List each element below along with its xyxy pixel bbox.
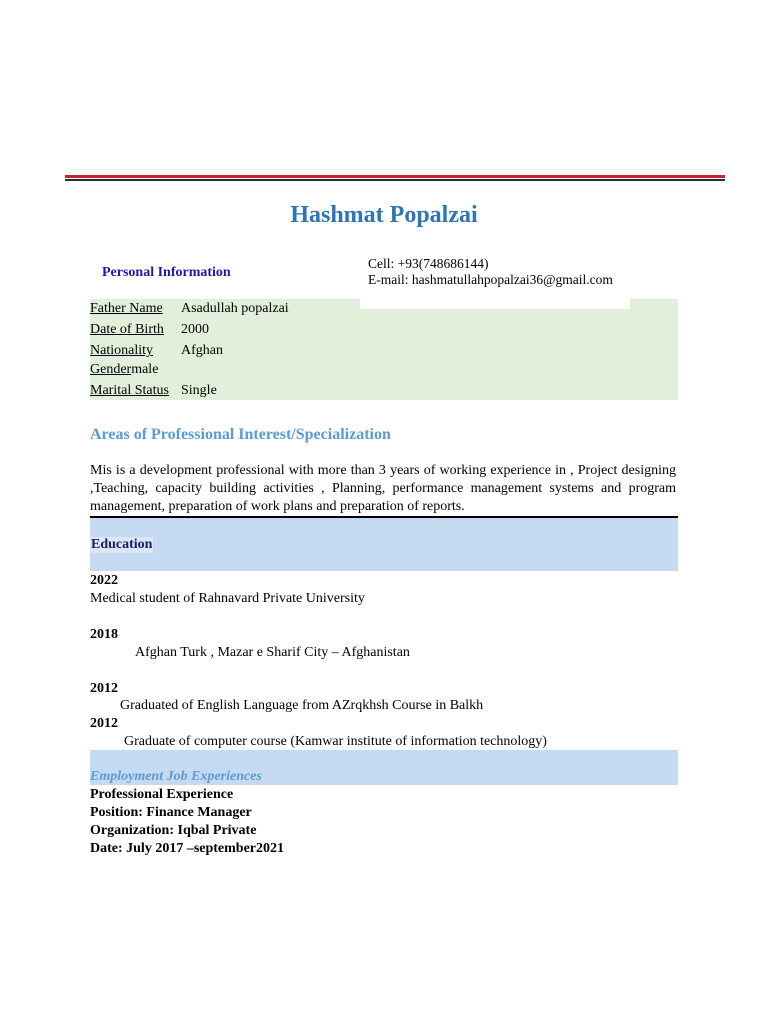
field-label: Father Name	[90, 301, 163, 316]
education-year: 2012	[90, 681, 118, 696]
field-value: Asadullah popalzai	[181, 301, 289, 316]
education-entry: Graduated of English Language from AZrqkhsh Course in Balkh	[120, 698, 484, 713]
field-value: male	[131, 362, 159, 377]
personal-row-gender	[90, 362, 158, 378]
personal-row-nationality	[90, 343, 223, 359]
education-entry: Graduate of computer course (Kamwar institute of information technology)	[124, 734, 547, 749]
header-rule-red	[65, 175, 725, 178]
employment-line: Date: July 2017 –september2021	[90, 841, 285, 856]
education-entry: Afghan Turk , Mazar e Sharif City – Afghanistan	[135, 645, 410, 660]
education-year: 2012	[90, 716, 118, 731]
areas-heading: Areas of Professional Interest/Specialization	[90, 426, 391, 443]
field-value: Single	[181, 383, 217, 398]
field-label: Gender	[90, 362, 132, 377]
email-address: E-mail: hashmatullahpopalzai36@gmail.com	[368, 272, 613, 287]
personal-row-marital	[90, 383, 217, 399]
header-rule-dark	[65, 179, 725, 181]
areas-description: Mis is a development professional with more than 3 years of working experience in , Project designing ,Teaching, capacity building activities , Planning, performance management systems and program management, preparation of work plans and preparation of reports.	[90, 463, 676, 514]
personal-info-heading: Personal Information	[102, 265, 231, 280]
personal-row-dob	[90, 322, 209, 338]
field-label: Marital Status	[90, 383, 169, 398]
contact-background	[360, 299, 630, 309]
field-label: Date of Birth	[90, 322, 164, 337]
education-year: 2018	[90, 627, 118, 642]
field-value: 2000	[181, 322, 209, 337]
employment-line: Organization: Iqbal Private	[90, 823, 257, 838]
field-label: Nationality	[90, 343, 153, 358]
contact-block	[368, 256, 613, 288]
field-value: Afghan	[181, 343, 223, 358]
employment-line: Professional Experience	[90, 787, 234, 802]
education-heading: Education	[91, 537, 153, 552]
education-entry: Medical student of Rahnavard Private University	[90, 591, 365, 606]
candidate-name: Hashmat Popalzai	[290, 202, 478, 228]
employment-heading: Employment Job Experiences	[90, 769, 262, 784]
personal-row-father	[90, 301, 289, 317]
education-band	[90, 518, 678, 571]
education-year: 2022	[90, 573, 118, 588]
employment-line: Position: Finance Manager	[90, 805, 252, 820]
cell-number: Cell: +93(748686144)	[368, 256, 489, 271]
